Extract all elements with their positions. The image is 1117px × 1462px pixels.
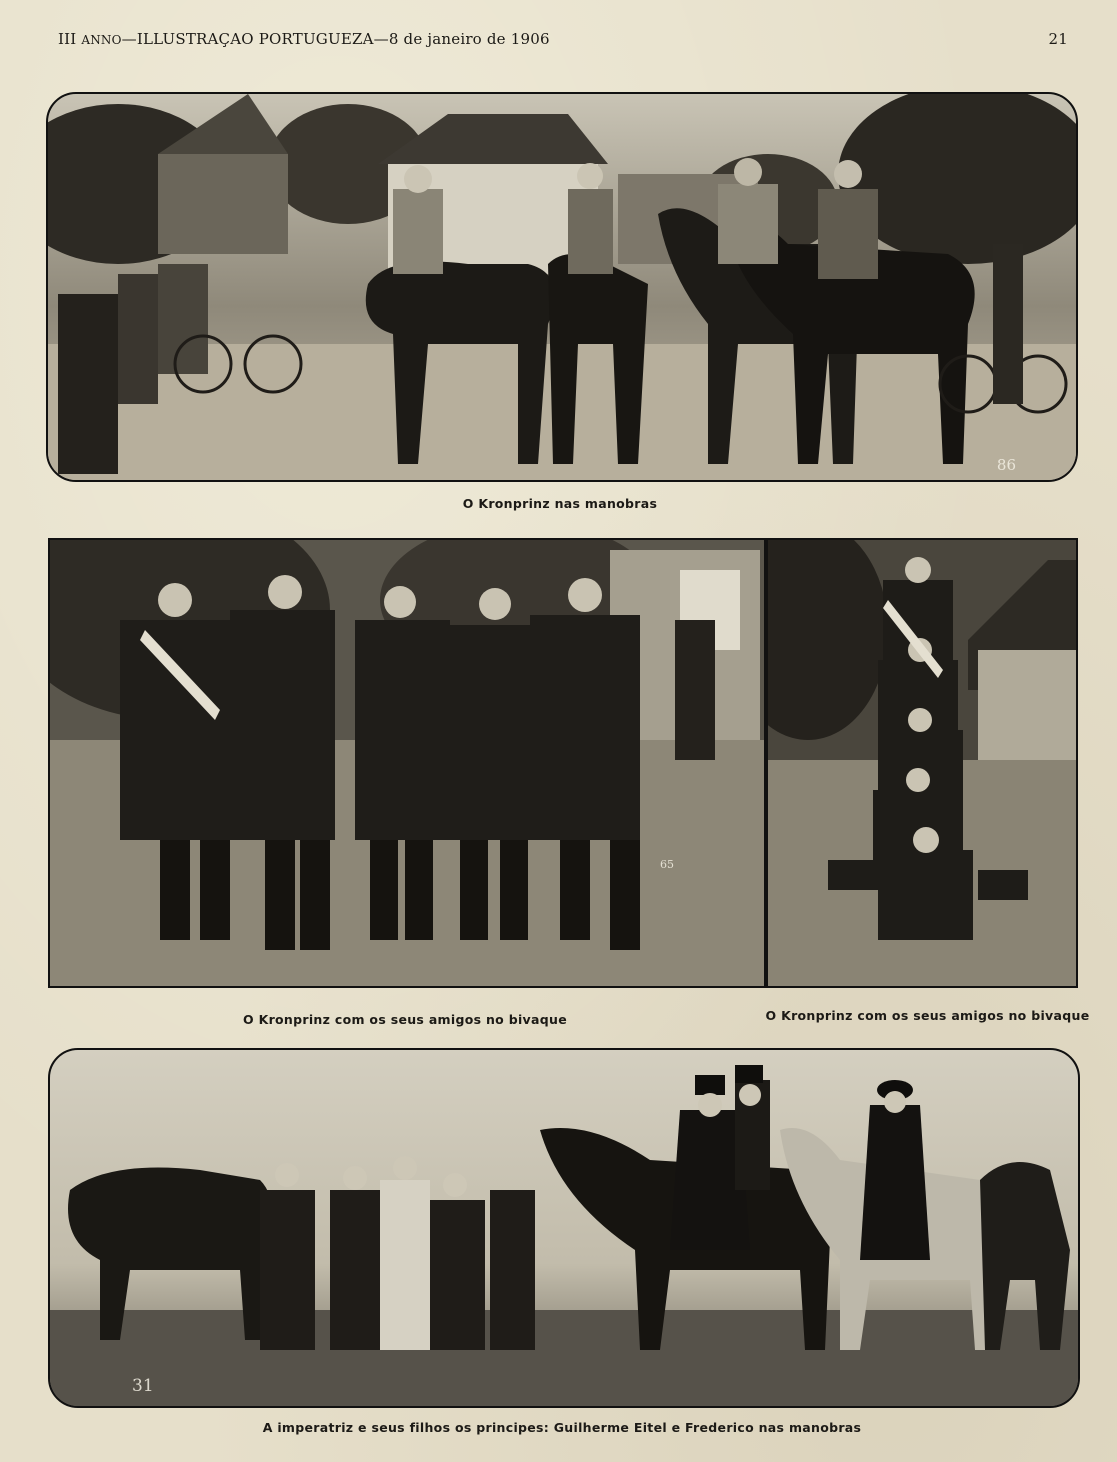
volume-number: III (58, 30, 77, 48)
photo-image (48, 94, 1076, 480)
caption-empress-and-sons: A imperatriz e seus filhos os principes: Guilherme Eitel e Frederico nas manobras (262, 1420, 862, 1435)
photo-image (50, 1050, 1078, 1406)
photo-image (50, 540, 764, 986)
page-number: 21 (1048, 30, 1068, 48)
header-title (58, 30, 550, 48)
caption-kronprinz-friends-standing: O Kronprinz com os seus amigos no bivaque (243, 1012, 567, 1027)
caption-kronprinz-manoeuvres: O Kronprinz nas manobras (462, 496, 658, 511)
plate-number: 86 (996, 456, 1016, 474)
photo-kronprinz-friends-stacked (766, 538, 1078, 988)
volume-anno: ANNO (81, 33, 122, 47)
journal-name: —ILLUSTRAÇAO PORTUGUEZA— (121, 30, 389, 48)
running-header (58, 30, 1068, 54)
photo-empress-and-sons (48, 1048, 1080, 1408)
photo-kronprinz-friends-standing (48, 538, 766, 988)
photo-kronprinz-manoeuvres (46, 92, 1078, 482)
caption-kronprinz-friends-stacked: O Kronprinz com os seus amigos no bivaque (765, 1008, 1090, 1023)
plate-number: 65 (660, 858, 674, 871)
issue-date: 8 de janeiro de 1906 (388, 30, 550, 48)
plate-number: 31 (132, 1376, 154, 1396)
photo-image (768, 540, 1076, 986)
